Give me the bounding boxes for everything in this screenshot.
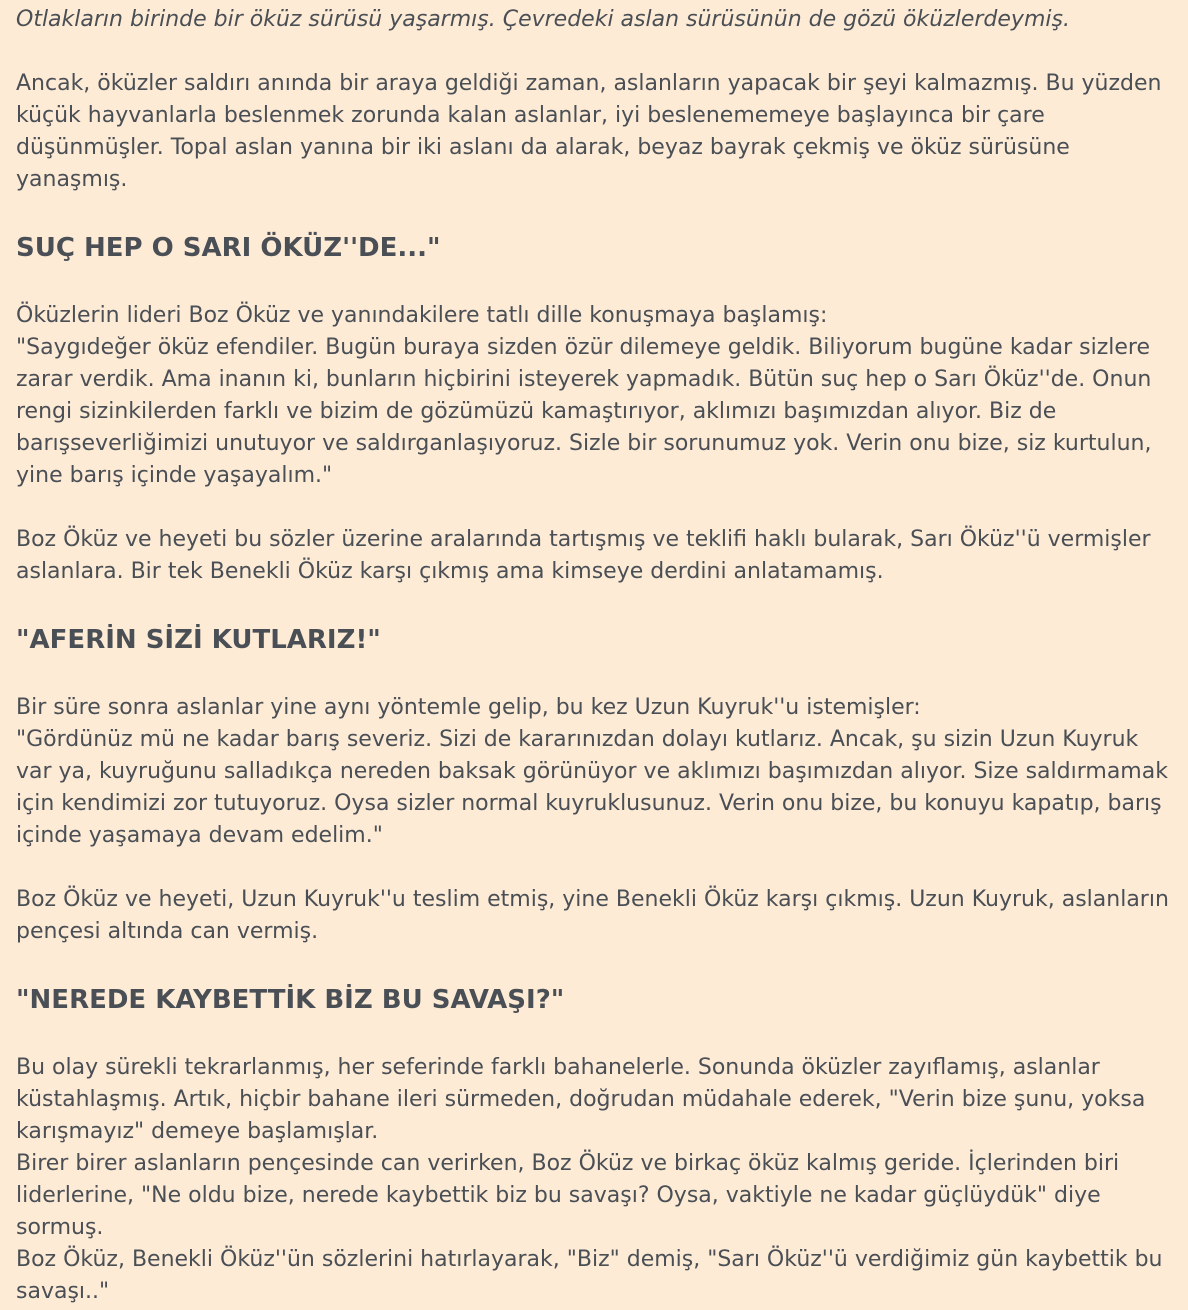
section-heading-2: "AFERİN SİZİ KUTLARIZ!" [16,625,381,655]
section-heading-1: SUÇ HEP O SARI ÖKÜZ''DE..." [16,233,441,263]
paragraph-6-line-2: Birer birer aslanların pençesinde can verirken, Boz Öküz ve birkaç öküz kalmış geride. İçlerinden biri liderlerine, "Ne oldu bize, nerede kaybettik biz bu savaşı? Oysa, vaktiyle ne kadar güçlüydük" diye sormuş. [16,1151,1120,1240]
paragraph-1: Ancak, öküzler saldırı anında bir araya geldiği zaman, aslanların yapacak bir şeyi kalmazmış. Bu yüzden küçük hayvanlarla beslenmek zorunda kalan aslanlar, iyi beslenememeye başlayınca bir çare düşünmüşler. Topal aslan yanına bir iki aslanı da alarak, beyaz bayrak çekmiş ve öküz sürüsüne yanaşmış. [16,71,1162,192]
paragraph-6 [16,1052,1172,1308]
intro-paragraph: Otlakların birinde bir öküz sürüsü yaşarmış. Çevredeki aslan sürüsünün de gözü öküzlerdeymiş. [16,7,1070,32]
paragraph-3: Boz Öküz ve heyeti bu sözler üzerine aralarında tartışmış ve teklifi haklı bularak, Sarı Öküz''ü vermişler aslanlara. Bir tek Benekli Öküz karşı çıkmış ama kimseye derdini anlatamamış. [16,527,1151,584]
section-heading-3: "NEREDE KAYBETTİK BİZ BU SAVAŞI?" [16,985,565,1015]
paragraph-5: Boz Öküz ve heyeti, Uzun Kuyruk''u teslim etmiş, yine Benekli Öküz karşı çıkmış. Uzun Kuyruk, aslanların pençesi altında can vermiş. [16,887,1169,944]
paragraph-2-line-1: Öküzlerin lideri Boz Öküz ve yanındakilere tatlı dille konuşmaya başlamış: [16,303,828,328]
paragraph-2-line-2: "Saygıdeğer öküz efendiler. Bugün buraya sizden özür dilemeye geldik. Biliyorum bugüne kadar sizlere zarar verdik. Ama inanın ki, bunların hiçbirini isteyerek yapmadık. Bütün suç hep o Sarı Öküz''de. Onun rengi sizinkilerden farklı ve bizim de gözümüzü kamaştırıyor, aklımızı başımızdan alıyor. Biz de barışseverliğimizi unutuyor ve saldırganlaşıyoruz. Sizle bir sorunumuz yok. Verin onu bize, siz kurtulun, yine barış içinde yaşayalım." [16,335,1152,488]
paragraph-6-line-1: Bu olay sürekli tekrarlanmış, her seferinde farklı bahanelerle. Sonunda öküzler zayıflamış, aslanlar küstahlaşmış. Artık, hiçbir bahane ileri sürmeden, doğrudan müdahale ederek, "Verin bize şunu, yoksa karışmayız" demeye başlamışlar. [16,1055,1146,1144]
paragraph-4 [16,692,1172,852]
paragraph-2 [16,300,1172,492]
paragraph-4-line-2: "Gördünüz mü ne kadar barış severiz. Sizi de kararınızdan dolayı kutlarız. Ancak, şu sizin Uzun Kuyruk var ya, kuyruğunu salladıkça nereden baksak görünüyor ve aklımızı başımızdan alıyor. Size saldırmamak için kendimizi zor tutuyoruz. Oysa sizler normal kuyruklusunuz. Verin onu bize, bu konuyu kapatıp, barış içinde yaşamaya devam edelim." [16,727,1168,848]
paragraph-4-line-1: Bir süre sonra aslanlar yine aynı yöntemle gelip, bu kez Uzun Kuyruk''u istemişler: [16,695,921,720]
paragraph-6-line-3: Boz Öküz, Benekli Öküz''ün sözlerini hatırlayarak, "Biz" demiş, "Sarı Öküz''ü verdiğimiz gün kaybettik bu savaşı.." [16,1247,1163,1304]
